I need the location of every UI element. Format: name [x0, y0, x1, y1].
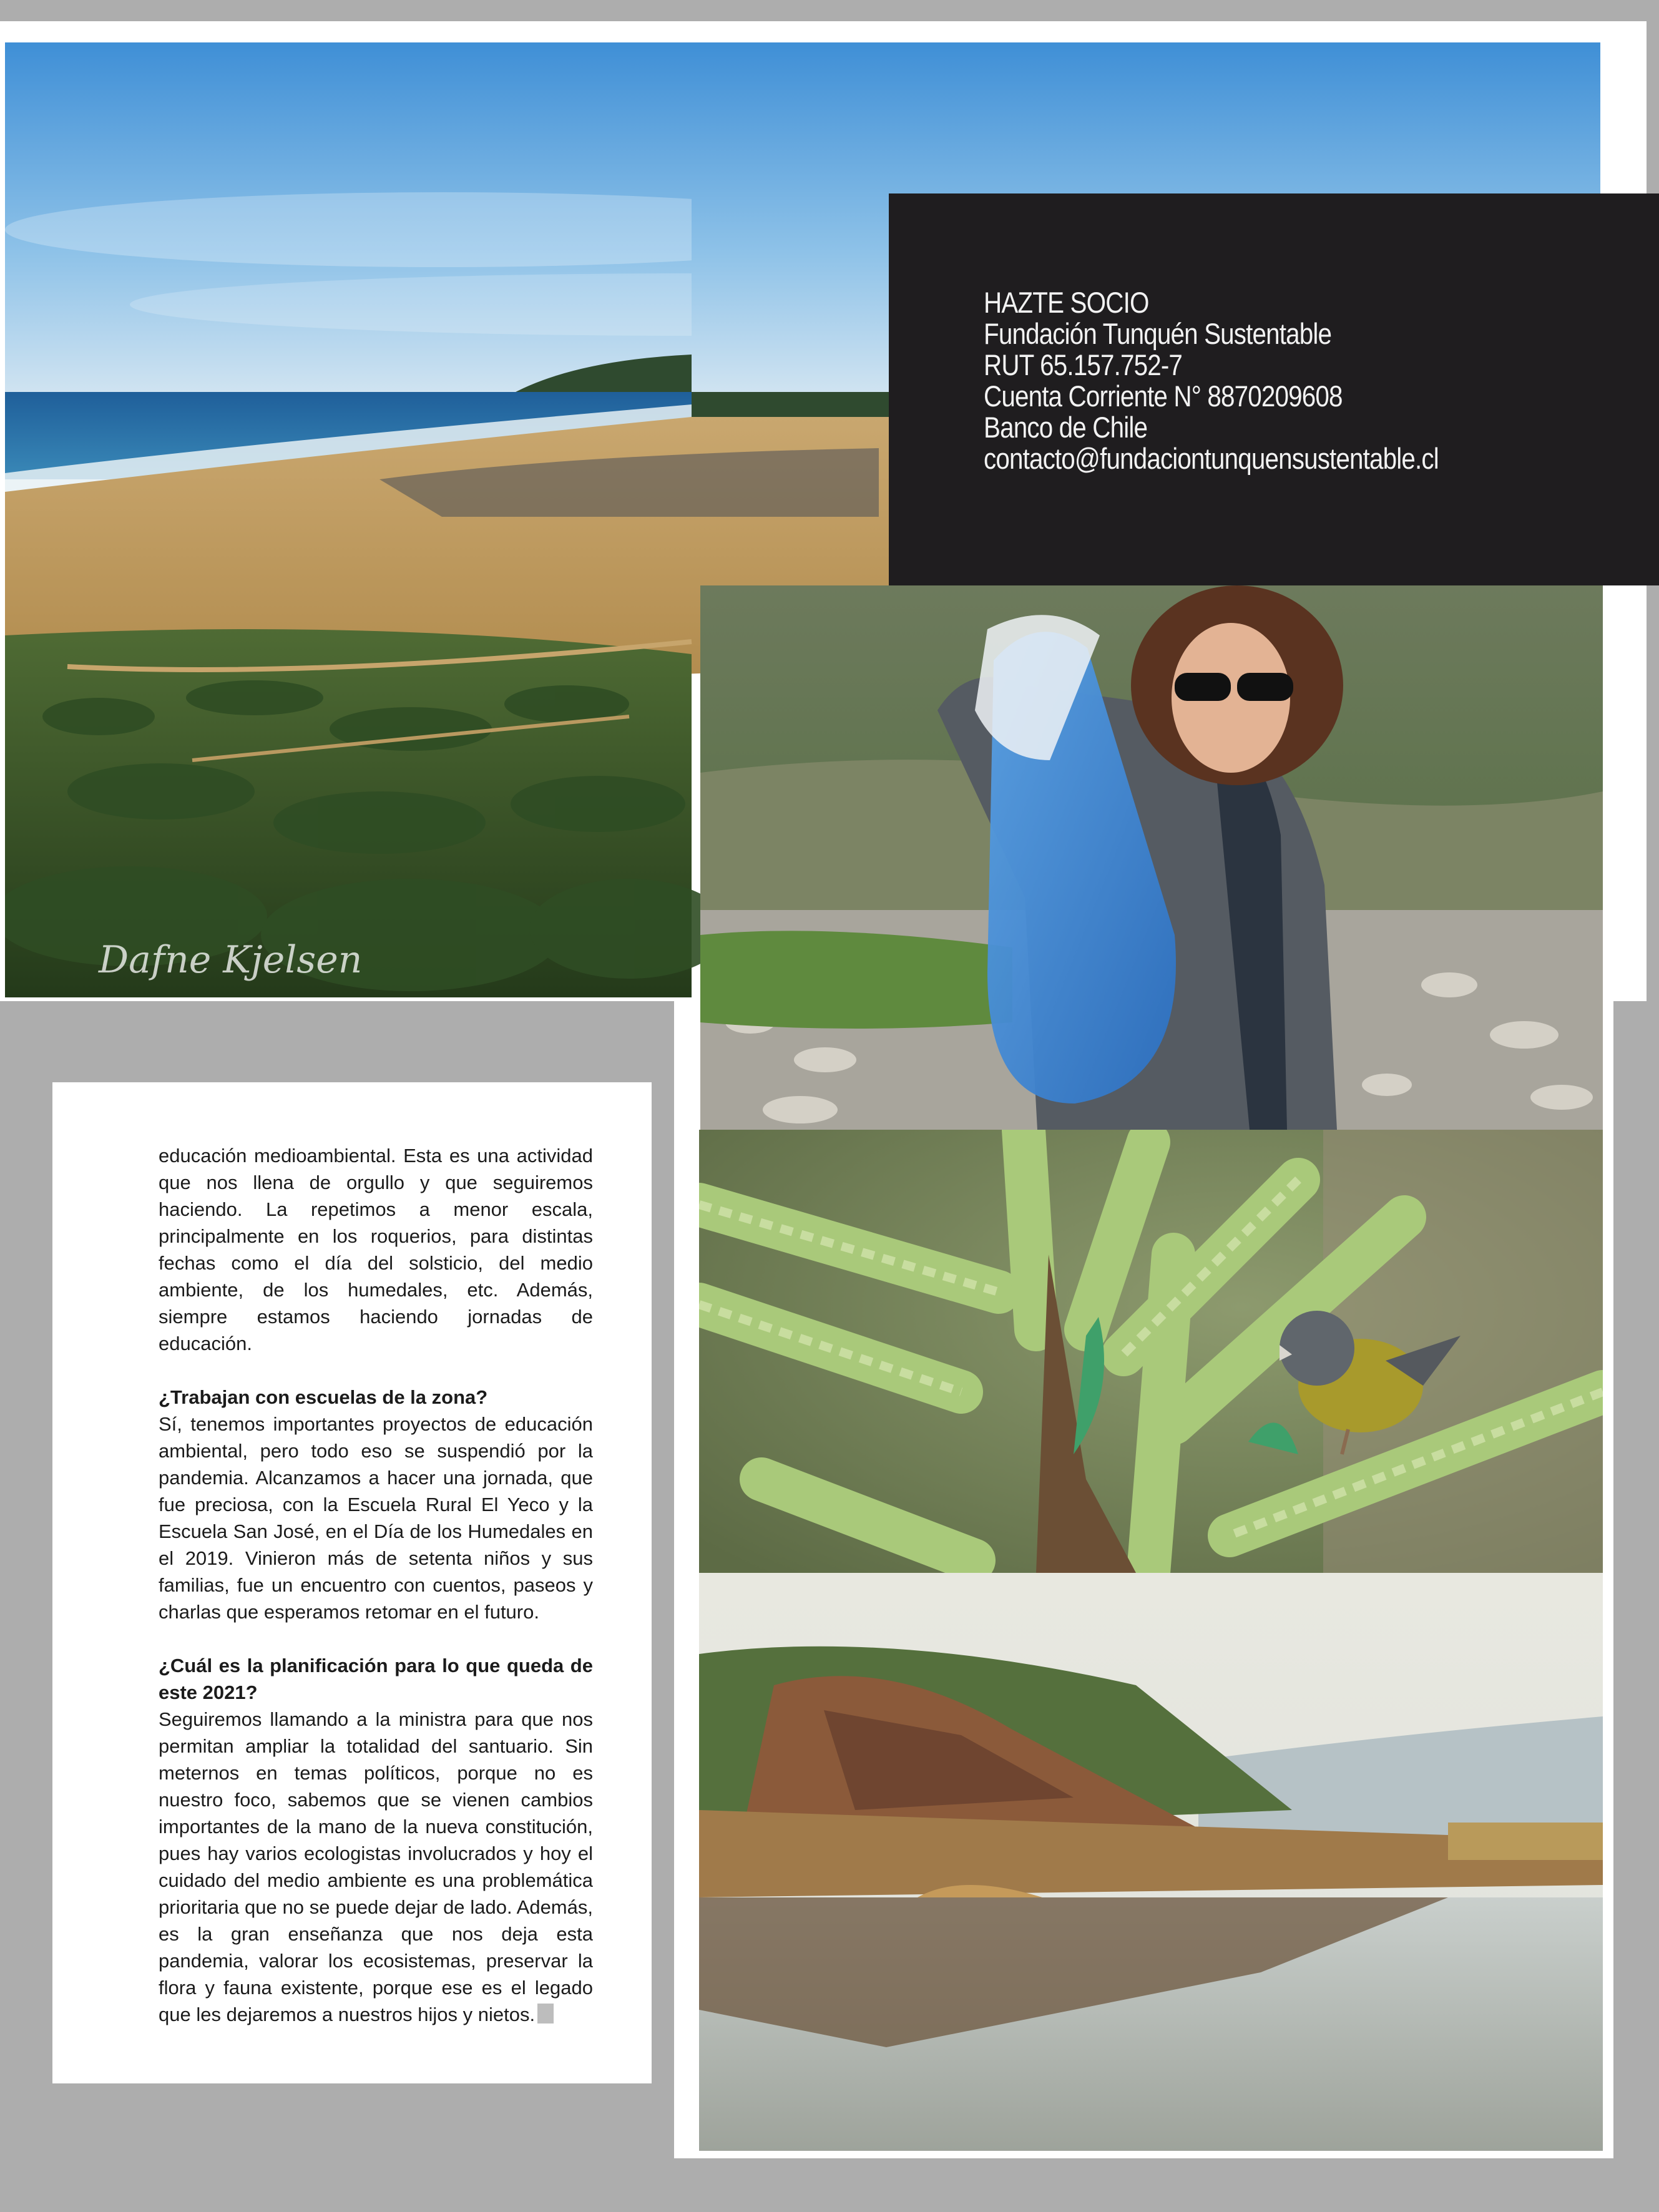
- question-heading: ¿Trabajan con escuelas de la zona?: [159, 1386, 488, 1408]
- qa-block: [159, 1652, 593, 2028]
- member-heading: HAZTE SOCIO: [984, 286, 1149, 319]
- bank-name: Banco de Chile: [984, 411, 1148, 444]
- member-info-text: [984, 287, 1513, 474]
- bank-account: Cuenta Corriente N° 8870209608: [984, 379, 1343, 413]
- question-heading: ¿Cuál es la planificación para lo que queda de este 2021?: [159, 1655, 593, 1703]
- contact-email: contacto@fundaciontunquensustentable.cl: [984, 442, 1439, 475]
- plant-and-bird-photo: [699, 1130, 1603, 1573]
- article-body: [159, 1142, 593, 2055]
- article-paragraph: educación medioambiental. Esta es una actividad que nos llena de orgullo y que seguiremos haciendo. La repetimos a menor escala, principalmente en los roquerios, para distintas fechas como el día del solsticio, del medio ambiente, de los humedales, etc. Además, siempre estamos haciendo jornadas de educación.: [159, 1145, 593, 1354]
- end-of-article-icon: [537, 2004, 554, 2024]
- volunteer-with-trash-bag-photo: [700, 585, 1603, 1130]
- qa-block: [159, 1384, 593, 1625]
- article-column: [52, 1082, 652, 2083]
- foundation-name: Fundación Tunquén Sustentable: [984, 317, 1332, 350]
- answer-text: Sí, tenemos importantes proyectos de educación ambiental, pero todo eso se suspendió por la pandemia. Alcanzamos a hacer una jornada, que fue preciosa, con la Escuela Rural El Yeco y la Escuela San José, en el Día de los Humedales en el 2019. Vinieron más de setenta niños y sus familias, fue un encuentro con cuentos, paseos y charlas que esperamos retomar en el futuro.: [159, 1413, 593, 1623]
- photographer-signature: Dafne Kjelsen: [99, 938, 363, 982]
- rut-number: RUT 65.157.752-7: [984, 348, 1183, 381]
- rocks-and-lagoon-photo: [699, 1573, 1603, 2151]
- become-member-box: [889, 193, 1659, 585]
- answer-text: Seguiremos llamando a la ministra para que nos permitan ampliar la totalidad del santuario. Sin meternos en temas políticos, porque no es nuestro foco, sabemos que se vienen cambios importantes de la mano de la nueva constitución, pues hay varios ecologistas involucrados y hoy el cuidado del medio ambiente es una problemática prioritaria que no se puede dejar de lado. Además, es la gran enseñanza que nos deja esta pandemia, valorar los ecosistemas, preservar la flora y fauna existente, porque ese es el legado que les dejaremos a nuestros hijos y nietos.: [159, 1708, 593, 2025]
